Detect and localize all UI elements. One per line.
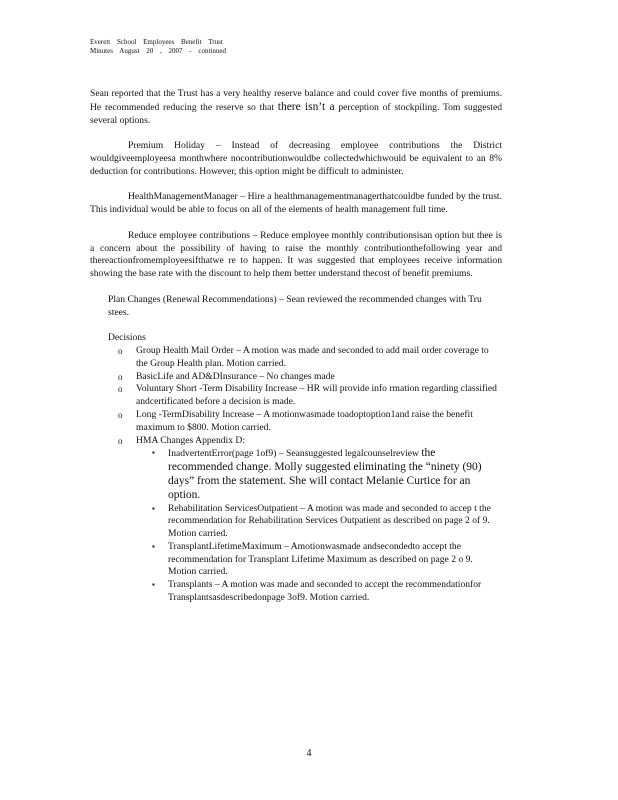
square-bullet-marker: ▪: [152, 541, 155, 551]
bullet-plan-changes-text: Plan Changes (Renewal Recommendations) – Sean reviewed the recommended changes with Tru stees.: [108, 293, 482, 318]
list-item: [118, 371, 502, 384]
bullet-plan-changes: [90, 294, 502, 320]
decisions-heading: Decisions: [108, 332, 146, 344]
bullet-marker: [90, 294, 108, 320]
list-item: [152, 541, 502, 579]
sub-bullet-marker: o: [118, 384, 123, 395]
hma-list: [136, 447, 502, 605]
page-number: 4: [306, 748, 312, 759]
sub-bullet-marker: o: [118, 371, 123, 382]
paragraph-health-management-manager: HealthManagementManager – Hire a healthmanagementmanagerthatcouldbe funded by the trust. This individual would be able to focus on all of the elements of health management full time.: [90, 191, 502, 216]
decisions-block: [108, 332, 502, 345]
paragraph-reserve: [90, 88, 502, 127]
paragraph-reserve-text-c: perception of stockpiling. Tom suggested several options.: [90, 101, 502, 126]
decision-text: Long -TermDisability Increase – A motionwasmade toadoptoption1and raise the benefit maximum to $800. Motion carried.: [136, 408, 473, 433]
square-bullet-marker: ▪: [152, 448, 155, 458]
list-item: [118, 345, 502, 371]
square-bullet-marker: ▪: [152, 503, 155, 513]
hma-item-text: [168, 447, 502, 502]
sub-bullet-marker: o: [118, 435, 123, 446]
hma-block: [136, 435, 502, 605]
hma-item-text-a: InadvertentError(page 1of9) – Seansuggested legalcounselreview: [168, 448, 422, 460]
hma-item-text: Transplants – A motion was made and seconded to accept the recommendationfor Transplantsasdescribedonpage 3of9. Motion carried.: [168, 579, 482, 604]
decision-text: HMA Changes Appendix D:: [136, 434, 245, 446]
list-item: [152, 447, 502, 502]
header-line-1: Everett School Employees Benefit Trust: [90, 38, 223, 46]
bullet-marker: [90, 332, 108, 345]
sub-bullet-marker: o: [118, 345, 123, 356]
running-header: [90, 38, 226, 56]
hma-item-text: TransplantLifetimeMaximum – Amotionwasmade andsecondedto accept the recommendation for Transplant Lifetime Maximum as described on page 2 o 9. Motion carried.: [168, 540, 473, 578]
list-item: [118, 383, 502, 409]
list-item: [152, 579, 502, 605]
list-item: [118, 409, 502, 435]
hma-item-text-b: the recommended change. Molly suggested eliminating the “ninety (90) days” from the statement. She will contact Melanie Curtice for an option.: [168, 447, 482, 501]
list-item: [152, 503, 502, 541]
paragraph-premium-holiday: Premium Holiday – Instead of decreasing employee contributions the District wouldgiveemployeesa monthwhere nocontributionwouldbe collectedwhichwould be equivalent to an 8% deduction for contributions. However, this option might be difficult to administer.: [90, 140, 502, 177]
paragraph-reserve-text-b: there isn’t a: [277, 100, 335, 113]
paragraph-reduce-contributions: Reduce employee contributions – Reduce employee monthly contributionsisan option but thee is a concern about the possibility of having to raise the monthly contributionthefollowing year and thereactionfromemployeesifthatwe re to happen. It was suggested that employees receive information showing the base rate with the discount to help them better understand thecost of benefit premiums.: [90, 229, 502, 280]
square-bullet-marker: ▪: [152, 580, 155, 590]
header-line-2: Minutes August 20 , 2007 - continued: [90, 47, 226, 55]
bullet-decisions: [90, 332, 502, 345]
decision-text: Voluntary Short -Term Disability Increase – HR will provide info rmation regarding classified andcertificated before a decision is made.: [136, 383, 497, 408]
decision-text: BasicLife and AD&DInsurance – No changes made: [136, 370, 335, 382]
list-item: [118, 435, 502, 605]
document-body: [90, 88, 502, 605]
sub-bullet-marker: o: [118, 409, 123, 420]
paragraph-reserve-text-a: Sean reported that the Trust has a very healthy reserve balance and could cover five months of premiums. He recommended reducing the reserve so that: [90, 88, 502, 113]
decisions-list: [90, 345, 502, 605]
hma-item-text: Rehabilitation ServicesOutpatient – A motion was made and seconded to accep t the recommendation for Rehabilitation Services Outpatient as described on page 2 of 9. Motion carried.: [168, 502, 491, 540]
decision-text: Group Health Mail Order – A motion was made and seconded to add mail order coverage to the Group Health plan. Motion carried.: [136, 344, 489, 369]
